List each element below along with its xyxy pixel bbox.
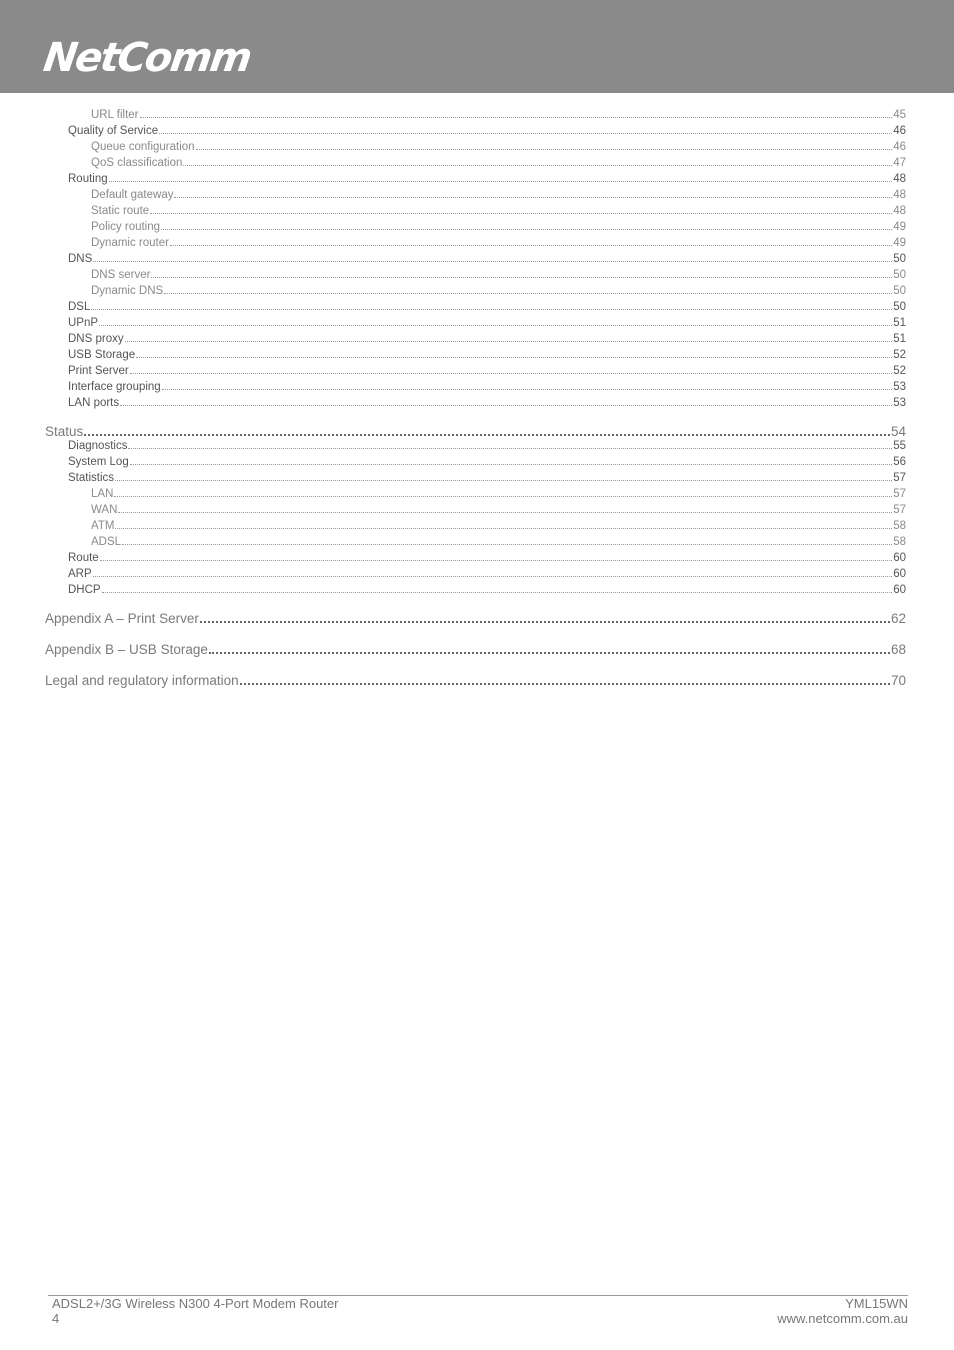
toc-entry-page: 60 <box>893 568 906 580</box>
toc-entry-page: 50 <box>893 269 906 281</box>
toc-entry-label: DNS proxy <box>68 333 124 345</box>
toc-leader-dots <box>130 373 892 374</box>
toc-entry-label: Queue configuration <box>91 141 195 153</box>
toc-entry-page: 50 <box>893 285 906 297</box>
toc-entry-label: Appendix A – Print Server <box>45 611 199 626</box>
toc-entry[interactable] <box>68 584 906 596</box>
toc-entry-label: Quality of Service <box>68 125 159 137</box>
toc-entry-page: 50 <box>893 253 906 265</box>
toc-leader-dots <box>99 325 892 326</box>
toc-entry-page: 46 <box>893 125 906 137</box>
toc-entry-label: DSL <box>68 301 91 313</box>
toc-entry-page: 58 <box>893 536 906 548</box>
toc-entry[interactable] <box>91 205 906 217</box>
toc-entry[interactable] <box>45 673 906 688</box>
toc-leader-dots <box>120 405 892 406</box>
toc-entry-label: Diagnostics <box>68 440 128 452</box>
footer-right <box>777 1296 908 1326</box>
toc-entry-page: 46 <box>893 141 906 153</box>
toc-entry-page: 55 <box>893 440 906 452</box>
toc-entry-label: QoS classification <box>91 157 183 169</box>
toc-entry[interactable] <box>91 285 906 297</box>
toc-leader-dots <box>196 149 893 150</box>
toc-entry-page: 57 <box>893 504 906 516</box>
toc-entry[interactable] <box>68 317 906 329</box>
toc-entry[interactable] <box>91 141 906 153</box>
toc-entry[interactable] <box>68 365 906 377</box>
toc-leader-dots <box>122 544 892 545</box>
toc-entry-label: Policy routing <box>91 221 161 233</box>
toc-leader-dots <box>136 357 892 358</box>
toc-entry[interactable] <box>68 349 906 361</box>
toc-leader-dots <box>109 181 893 182</box>
toc-entry-page: 62 <box>890 611 906 626</box>
toc-entry[interactable] <box>45 642 906 657</box>
toc-entry-page: 60 <box>893 584 906 596</box>
toc-entry[interactable] <box>91 504 906 516</box>
toc-entry-label: Print Server <box>68 365 129 377</box>
toc-entry-page: 58 <box>893 520 906 532</box>
toc-leader-dots <box>164 293 892 294</box>
toc-leader-dots <box>100 560 893 561</box>
toc-entry-label: Routing <box>68 173 108 185</box>
toc-leader-dots <box>162 389 893 390</box>
toc-entry[interactable] <box>68 253 906 265</box>
toc-entry[interactable] <box>91 520 906 532</box>
toc-entry[interactable] <box>45 611 906 626</box>
toc-entry-label: Static route <box>91 205 150 217</box>
toc-entry-label: Dynamic DNS <box>91 285 164 297</box>
toc-entry-page: 56 <box>893 456 906 468</box>
toc-entry-label: Route <box>68 552 99 564</box>
netcomm-logo: NetComm <box>40 35 254 81</box>
toc-entry-label: Statistics <box>68 472 115 484</box>
toc-entry-page: 51 <box>893 333 906 345</box>
toc-entry-label: ADSL <box>91 536 122 548</box>
toc-leader-dots <box>84 434 890 436</box>
toc-entry-page: 49 <box>893 237 906 249</box>
toc-leader-dots <box>151 277 892 278</box>
toc-leader-dots <box>159 133 892 134</box>
toc-entry-page: 48 <box>893 173 906 185</box>
toc-leader-dots <box>128 448 892 449</box>
toc-entry-label: ARP <box>68 568 92 580</box>
toc-leader-dots <box>174 197 892 198</box>
toc-entry-label: ATM <box>91 520 115 532</box>
toc-entry-page: 70 <box>890 673 906 688</box>
footer-website: www.netcomm.com.au <box>777 1311 908 1326</box>
toc-entry-page: 48 <box>893 189 906 201</box>
page-header <box>0 0 954 93</box>
toc-entry-page: 50 <box>893 301 906 313</box>
toc-entry[interactable] <box>45 424 906 439</box>
toc-entry[interactable] <box>91 109 906 121</box>
toc-leader-dots <box>140 117 893 118</box>
toc-entry-label: LAN ports <box>68 397 120 409</box>
toc-leader-dots <box>93 576 893 577</box>
toc-entry[interactable] <box>68 397 906 409</box>
toc-entry[interactable] <box>91 189 906 201</box>
toc-leader-dots <box>93 261 892 262</box>
toc-entry[interactable] <box>68 381 906 393</box>
toc-leader-dots <box>102 592 893 593</box>
toc-entry[interactable] <box>68 125 906 137</box>
toc-entry-label: System Log <box>68 456 129 468</box>
toc-entry[interactable] <box>91 237 906 249</box>
toc-entry[interactable] <box>91 269 906 281</box>
toc-leader-dots <box>130 464 892 465</box>
footer-left <box>52 1296 338 1326</box>
toc-entry-page: 60 <box>893 552 906 564</box>
toc-entry-label: LAN <box>91 488 114 500</box>
toc-entry[interactable] <box>68 568 906 580</box>
toc-entry-label: DNS server <box>91 269 151 281</box>
toc-entry-page: 51 <box>893 317 906 329</box>
toc-leader-dots <box>115 480 892 481</box>
footer-product-name: ADSL2+/3G Wireless N300 4-Port Modem Router <box>52 1296 339 1311</box>
toc-entry[interactable] <box>68 173 906 185</box>
toc-entry-label: URL filter <box>91 109 139 121</box>
toc-entry-label: Status <box>45 424 84 439</box>
footer-model: YML15WN <box>845 1296 908 1311</box>
toc-entry-page: 49 <box>893 221 906 233</box>
toc-leader-dots <box>114 496 892 497</box>
toc-entry-page: 57 <box>893 488 906 500</box>
toc-leader-dots <box>209 652 890 654</box>
toc-leader-dots <box>91 309 892 310</box>
toc-leader-dots <box>118 512 892 513</box>
toc-entry-label: WAN <box>91 504 118 516</box>
toc-entry-label: DHCP <box>68 584 101 596</box>
toc-entry[interactable] <box>68 301 906 313</box>
toc-leader-dots <box>240 683 890 685</box>
toc-entry-page: 53 <box>893 381 906 393</box>
toc-entry-label: DNS <box>68 253 93 265</box>
toc-entry-page: 52 <box>893 349 906 361</box>
toc-entry[interactable] <box>91 221 906 233</box>
toc-entry-label: UPnP <box>68 317 99 329</box>
toc-entry[interactable] <box>68 440 906 452</box>
toc-entry-page: 53 <box>893 397 906 409</box>
toc-entry-label: Legal and regulatory information <box>45 673 239 688</box>
toc-entry[interactable] <box>91 536 906 548</box>
toc-entry[interactable] <box>91 157 906 169</box>
toc-entry-label: Appendix B – USB Storage <box>45 642 208 657</box>
footer-page-number: 4 <box>52 1311 60 1326</box>
toc-entry[interactable] <box>68 472 906 484</box>
toc-entry-page: 52 <box>893 365 906 377</box>
toc-leader-dots <box>150 213 892 214</box>
toc-entry[interactable] <box>91 488 906 500</box>
toc-entry-label: Interface grouping <box>68 381 161 393</box>
toc-entry-label: Dynamic router <box>91 237 169 249</box>
toc-entry[interactable] <box>68 456 906 468</box>
toc-leader-dots <box>125 341 893 342</box>
toc-entry-page: 47 <box>893 157 906 169</box>
toc-leader-dots <box>170 245 892 246</box>
toc-entry-page: 57 <box>893 472 906 484</box>
toc-entry-page: 48 <box>893 205 906 217</box>
toc-leader-dots <box>115 528 892 529</box>
toc-entry-page: 45 <box>893 109 906 121</box>
toc-entry[interactable] <box>68 333 906 345</box>
toc-entry-label: USB Storage <box>68 349 136 361</box>
toc-entry-page: 54 <box>890 424 906 439</box>
toc-entry-label: Default gateway <box>91 189 174 201</box>
toc-leader-dots <box>161 229 892 230</box>
toc-leader-dots <box>200 621 890 623</box>
toc-entry-page: 68 <box>890 642 906 657</box>
toc-entry[interactable] <box>68 552 906 564</box>
toc-leader-dots <box>183 165 892 166</box>
